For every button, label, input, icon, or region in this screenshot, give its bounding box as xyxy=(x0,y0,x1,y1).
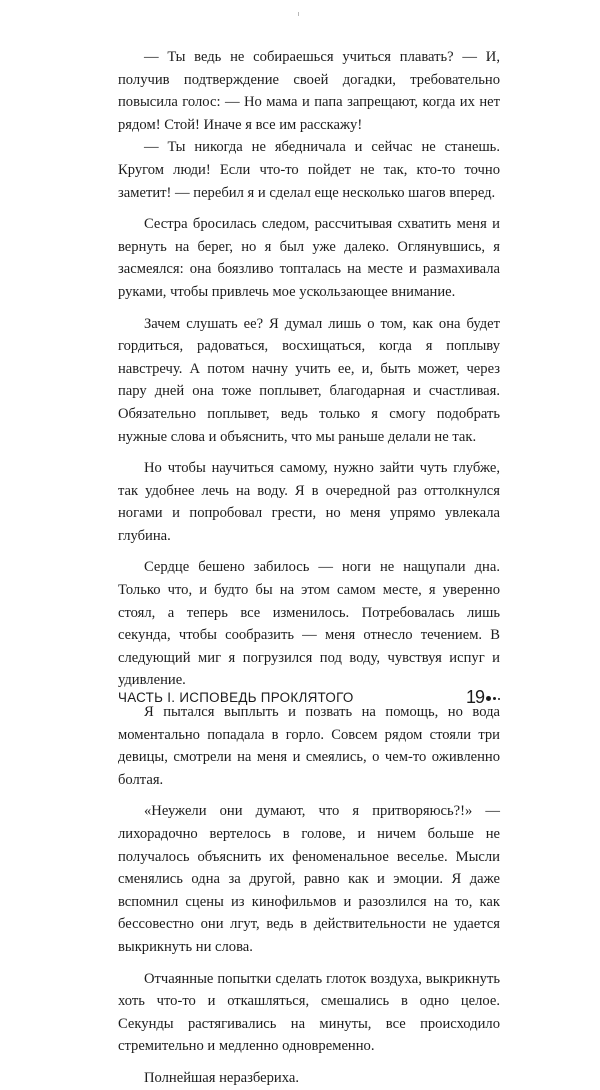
paragraph-3: Сестра бросилась следом, рассчитывая схватить меня и вернуть на берег, но я был уже далеко. Оглянувшись, я засмеялся: она боязливо топталась на месте и размахивала руками, чтобы привлечь мое ускользающее внимание. xyxy=(118,216,500,300)
paragraph-7: Я пытался выплыть и позвать на помощь, но вода моментально попадала в горло. Совсем рядом стояли три девицы, смотрели на меня и смеялись, о чем-то оживленно болтая. xyxy=(118,704,500,788)
body-text xyxy=(118,46,500,1090)
paragraph-6: Сердце бешено забилось — ноги не нащупали дна. Только что, и будто бы на этом самом месте, я уверенно стоял, а теперь все изменилось. Потребовалась лишь секунда, чтобы сообразить — меня отнесло течением. В следующий миг я погрузился под воду, чувствуя испуг и удивление. xyxy=(118,559,500,689)
running-head: ЧАСТЬ I. ИСПОВЕДЬ ПРОКЛЯТОГО xyxy=(118,690,354,705)
paragraph-8: «Неужели они думают, что я притворяюсь?!» — лихорадочно вертелось в голове, и ничем больше не получалось объяснить их феноменальное веселье. Мысли сменялись одна за другой, равно как и эмоции. Я даже вспомнил сцены из кинофильмов и разозлился на то, как бессовестно они лгут, ведь в действительности не удается выкрикнуть ни слова. xyxy=(118,803,500,955)
paragraph-10: Полнейшая неразбериха. xyxy=(144,1069,299,1086)
ornament-dot xyxy=(486,696,491,701)
paragraph-9: Отчаянные попытки сделать глоток воздуха, выкрикнуть хоть что-то и откашляться, смешались в одно целое. Секунды растягивались на минуты, все происходило стремительно и медленно одновременно. xyxy=(118,970,500,1055)
top-crop-mark xyxy=(298,12,299,16)
ornament-dot xyxy=(493,697,496,700)
page-footer xyxy=(118,687,500,708)
paragraph-4: Зачем слушать ее? Я думал лишь о том, как она будет гордиться, радоваться, восхищаться, когда я поплыву навстречу. А потом начну учить ее, и, быть может, через пару дней она тоже поплывет, благодарная и счастливая. Обязательно поплывет, ведь только я смогу подобрать нужные слова и объяснить, что мы раньше делали не так. xyxy=(118,315,500,445)
paragraph-5: Но чтобы научиться самому, нужно зайти чуть глубже, так удобнее лечь на воду. Я в очередной раз оттолкнулся ногами и попробовал грести, но меня упрямо увлекала глубина. xyxy=(118,460,500,544)
dots-ornament-icon xyxy=(486,696,500,702)
paragraph-1: — Ты ведь не собираешься учиться плавать? — И, получив подтверждение своей догадки, требовательно повысила голос: — Но мама и папа запрещают, когда их нет рядом! Стой! Иначе я все им расскажу! xyxy=(118,49,500,133)
ornament-dot xyxy=(498,698,500,700)
paragraph-2: — Ты никогда не ябедничала и сейчас не станешь. Кругом люди! Если что-то пойдет не так, кто-то точно заметит! — перебил я и сделал еще несколько шагов вперед. xyxy=(118,139,500,201)
page-number: 19 xyxy=(465,687,484,707)
